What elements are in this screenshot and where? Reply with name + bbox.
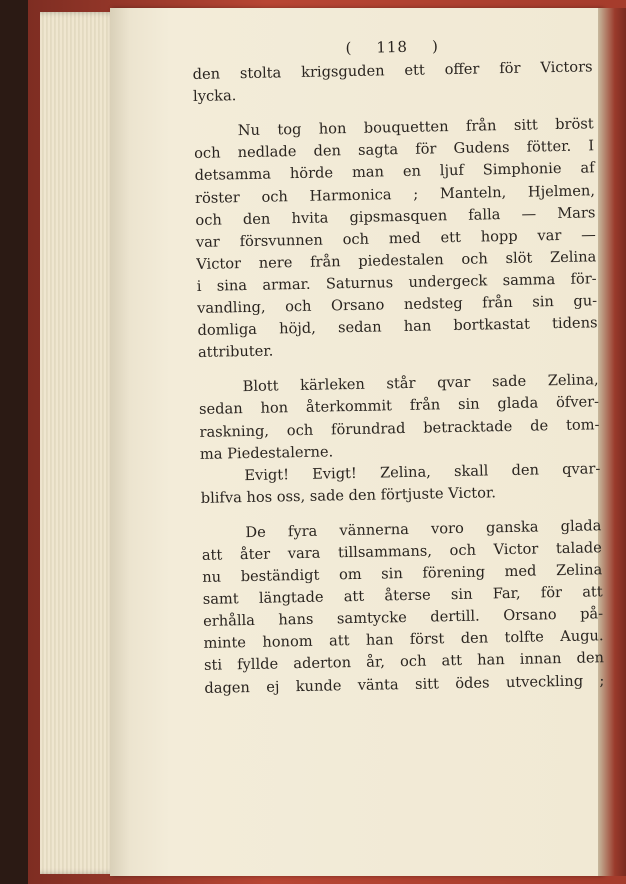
text-line: röster och Harmonica ; Manteln, Hjelmen, xyxy=(194,181,596,207)
text-line: blifva hos oss, sade den förtjuste Victor. xyxy=(200,484,497,507)
paragraph xyxy=(201,515,604,699)
text-line: och nedlade den sagta för Gudens fötter. I xyxy=(194,137,595,163)
page-text xyxy=(192,32,605,699)
text-line: dagen ej kunde vänta sitt ödes utveckling ; xyxy=(204,671,605,697)
text-line: den stolta krigsguden ett offer för Victors xyxy=(192,58,593,84)
text-line: samt längtade att återse sin Far, för att xyxy=(202,583,603,609)
text-line: Blott kärleken står qvar sade Zelina, xyxy=(242,371,599,396)
paragraph xyxy=(194,114,599,365)
text-line: sedan hon återkommit från sin glada öfver- xyxy=(198,393,600,419)
text-line: nu beständigt om sin förening med Zelina xyxy=(202,561,603,586)
text-line: sti fyllde aderton år, och att han innan den xyxy=(203,649,605,675)
text-line: raskning, och förundrad betracktade de tom- xyxy=(199,415,600,441)
text-line: attributer. xyxy=(197,342,274,362)
paragraph xyxy=(192,56,593,108)
text-line: var försvunnen och med ett hopp var — xyxy=(195,226,596,251)
text-line: vandling, och Orsano nedsteg från sin gu- xyxy=(196,292,598,317)
paragraph xyxy=(198,370,600,466)
text-line: att åter vara tillsammans, och Victor talade xyxy=(201,539,602,564)
page-number: 118 xyxy=(376,37,409,57)
text-line: ma Piedestalerne. xyxy=(199,442,334,463)
book-spine-edge xyxy=(598,8,626,876)
text-line: erhålla hans samtycke dertill. Orsano på- xyxy=(203,605,604,631)
text-line: Victor nere från piedestalen och slöt Zelina xyxy=(196,248,597,273)
text-line: minte honom att han först den tolfte Augu. xyxy=(203,627,604,653)
text-line: Evigt! Evigt! Zelina, skall den qvar- xyxy=(244,459,601,484)
text-line: Nu tog hon bouquetten från sitt bröst xyxy=(237,115,594,140)
text-line: i sina armar. Saturnus undergeck samma för- xyxy=(196,270,597,295)
paragraph xyxy=(200,458,601,510)
header-bracket-close: ) xyxy=(431,37,440,56)
text-line: lycka. xyxy=(192,87,237,106)
header-bracket-open: ( xyxy=(345,38,353,58)
text-line: domliga höjd, sedan han bortkastat tidens xyxy=(197,314,598,340)
text-line: detsamma hörde man en ljuf Simphonie af xyxy=(194,159,595,185)
text-line: och den hvita gipsmasquen falla — Mars xyxy=(195,203,596,229)
text-line: De fyra vännerna voro ganska glada xyxy=(245,517,602,541)
